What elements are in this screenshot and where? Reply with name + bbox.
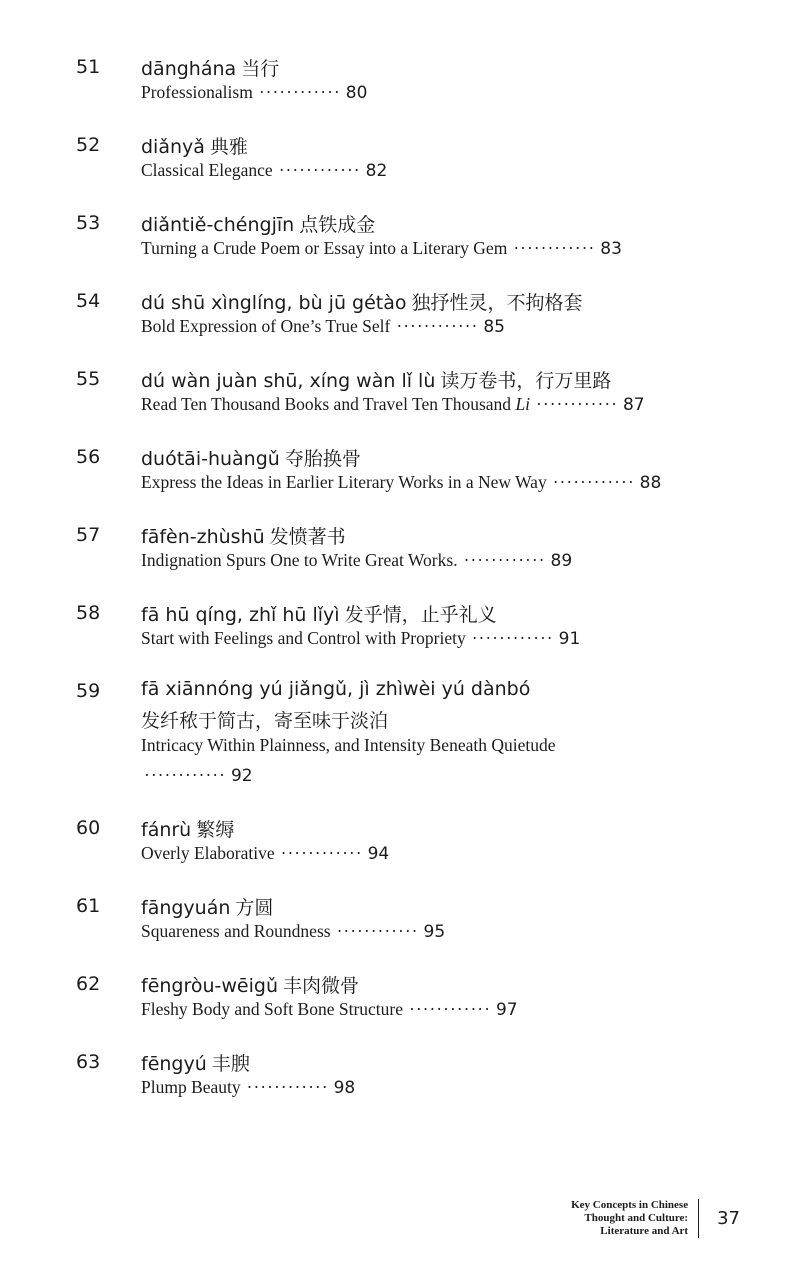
entry-hanzi: 读万卷书，行万里路 [440, 370, 612, 392]
entry-hanzi: 丰肉微骨 [283, 975, 360, 997]
entry-english-text: Start with Feelings and Control with Propriety [141, 628, 466, 648]
entry-term [141, 366, 611, 393]
toc-entry[interactable] [0, 889, 800, 967]
entry-english-title[interactable] [141, 472, 661, 493]
entry-number: 57 [76, 524, 101, 546]
entry-term [141, 815, 234, 842]
entry-term [141, 600, 497, 627]
entry-english-italic: Li [515, 394, 531, 414]
entry-hanzi: 当行 [241, 58, 280, 80]
entry-page-number: 80 [345, 83, 368, 103]
entry-english-title[interactable] [141, 999, 518, 1020]
footer-title-line: Key Concepts in Chinese [571, 1199, 689, 1211]
entry-english-text: Classical Elegance [141, 160, 273, 180]
entry-number: 51 [76, 56, 101, 78]
toc-entry[interactable] [0, 206, 800, 284]
toc-entry[interactable] [0, 128, 800, 206]
entry-term [141, 54, 279, 81]
dot-leader: ············ [513, 238, 596, 258]
entry-page-number: 98 [333, 1078, 356, 1098]
entry-page-number: 97 [495, 1000, 518, 1020]
entry-english-text: Plump Beauty [141, 1077, 241, 1097]
toc-entry-list [0, 50, 800, 1123]
entry-page-number: 89 [550, 551, 573, 571]
entry-english-text: Professionalism [141, 82, 253, 102]
entry-english-text: Squareness and Roundness [141, 921, 331, 941]
entry-english-title[interactable] [141, 735, 556, 756]
entry-term [141, 444, 361, 471]
entry-pinyin: dú wàn juàn shū, xíng wàn lǐ lù [141, 370, 436, 392]
entry-hanzi: 方圆 [235, 897, 274, 919]
entry-page-number: 95 [423, 922, 446, 942]
entry-term [141, 288, 583, 315]
entry-page-number: 88 [639, 473, 662, 493]
entry-english-text: Intricacy Within Plainness, and Intensity Beneath Quietude [141, 735, 556, 755]
folio-page-number: 37 [717, 1208, 740, 1229]
dot-leader: ············ [536, 394, 618, 414]
entry-english-text: Express the Ideas in Earlier Literary Works in a New Way [141, 472, 547, 492]
dot-leader: ············ [336, 921, 419, 941]
entry-page-number: 91 [558, 629, 581, 649]
entry-english-text: Indignation Spurs One to Write Great Works. [141, 550, 458, 570]
dot-leader: ············ [552, 472, 635, 492]
entry-pinyin: fāfèn-zhùshū [141, 526, 265, 548]
entry-hanzi: 夺胎换骨 [284, 448, 361, 470]
entry-number: 53 [76, 212, 101, 234]
entry-english-title[interactable] [141, 316, 505, 337]
entry-pinyin: dú shū xìnglíng, bù jū gétào [141, 292, 407, 314]
entry-hanzi: 繁缛 [196, 819, 235, 841]
entry-hanzi: 点铁成金 [299, 214, 376, 236]
toc-entry[interactable] [0, 518, 800, 596]
entry-term [141, 132, 248, 159]
entry-pinyin: fā hū qíng, zhǐ hū lǐyì [141, 604, 340, 626]
entry-page-number: 82 [365, 161, 388, 181]
dot-leader: ············ [258, 82, 341, 102]
entry-term [141, 210, 375, 237]
toc-entry[interactable] [0, 50, 800, 128]
entry-english-title[interactable] [141, 160, 387, 181]
entry-page-number: 87 [622, 395, 645, 415]
entry-term [141, 1049, 250, 1076]
entry-page-line[interactable] [144, 765, 253, 786]
entry-hanzi: 独抒性灵，不拘格套 [411, 292, 583, 314]
entry-number: 60 [76, 817, 101, 839]
toc-entry[interactable] [0, 284, 800, 362]
entry-number: 63 [76, 1051, 101, 1073]
entry-number: 59 [76, 680, 101, 702]
entry-pinyin: diǎntiě-chéngjīn [141, 214, 295, 236]
toc-entry[interactable] [0, 440, 800, 518]
toc-entry[interactable] [0, 596, 800, 674]
dot-leader: ············ [278, 160, 361, 180]
entry-english-title[interactable] [141, 550, 572, 571]
entry-pinyin: duótāi-huàngǔ [141, 448, 280, 470]
entry-number: 54 [76, 290, 101, 312]
entry-term [141, 893, 273, 920]
dot-leader: ············ [396, 316, 479, 336]
entry-pinyin: dānghána [141, 58, 237, 80]
entry-number: 61 [76, 895, 101, 917]
entry-pinyin: fāngyuán [141, 897, 231, 919]
dot-leader: ············ [144, 765, 226, 785]
entry-english-text: Fleshy Body and Soft Bone Structure [141, 999, 403, 1019]
entry-number: 62 [76, 973, 101, 995]
entry-page-number: 85 [483, 317, 505, 337]
entry-pinyin: fēngròu-wēigǔ [141, 975, 279, 997]
entry-term [141, 971, 359, 998]
entry-english-text: Bold Expression of One’s True Self [141, 316, 391, 336]
entry-english-title[interactable] [141, 394, 645, 415]
running-footer-title [571, 1199, 699, 1238]
entry-hanzi: 发乎情，止乎礼义 [344, 604, 497, 626]
dot-leader: ············ [471, 628, 554, 648]
entry-page-number: 92 [230, 766, 253, 786]
toc-entry[interactable] [0, 967, 800, 1045]
entry-pinyin: diǎnyǎ [141, 136, 205, 158]
entry-english-title[interactable] [141, 628, 580, 649]
entry-pinyin: fánrù [141, 819, 192, 841]
entry-english-text: Turning a Crude Poem or Essay into a Literary Gem [141, 238, 508, 258]
entry-number: 58 [76, 602, 101, 624]
toc-entry[interactable] [0, 674, 800, 811]
entry-term [141, 522, 346, 549]
entry-number: 56 [76, 446, 101, 468]
entry-hanzi: 发愤著书 [269, 526, 346, 548]
entry-page-number: 83 [600, 239, 622, 259]
dot-leader: ············ [463, 550, 546, 570]
entry-english-title[interactable] [141, 238, 622, 259]
entry-term [141, 678, 530, 700]
entry-english-title[interactable] [141, 843, 389, 864]
page-footer [571, 1199, 740, 1238]
entry-number: 52 [76, 134, 101, 156]
entry-pinyin: fēngyú [141, 1053, 207, 1075]
entry-hanzi: 发纤秾于简古，寄至味于淡泊 [141, 710, 389, 732]
entry-english-text: Overly Elaborative [141, 843, 275, 863]
toc-entry[interactable] [0, 362, 800, 440]
toc-entry[interactable] [0, 811, 800, 889]
entry-english-title[interactable] [141, 921, 445, 942]
entry-english-title[interactable] [141, 1077, 355, 1098]
entry-hanzi: 丰腴 [211, 1053, 250, 1075]
toc-entry[interactable] [0, 1045, 800, 1123]
entry-english-text: Read Ten Thousand Books and Travel Ten Thousand [141, 394, 512, 414]
footer-title-line: Literature and Art [600, 1225, 689, 1237]
entry-english-title[interactable] [141, 82, 367, 103]
footer-title-line: Thought and Culture: [584, 1212, 689, 1224]
entry-pinyin: fā xiānnóng yú jiǎngǔ, jì zhìwèi yú dànbó [141, 678, 531, 700]
entry-page-number: 94 [367, 844, 390, 864]
entry-number: 55 [76, 368, 101, 390]
dot-leader: ············ [280, 843, 363, 863]
dot-leader: ············ [246, 1077, 329, 1097]
dot-leader: ············ [409, 999, 491, 1019]
entry-hanzi: 典雅 [209, 136, 248, 158]
